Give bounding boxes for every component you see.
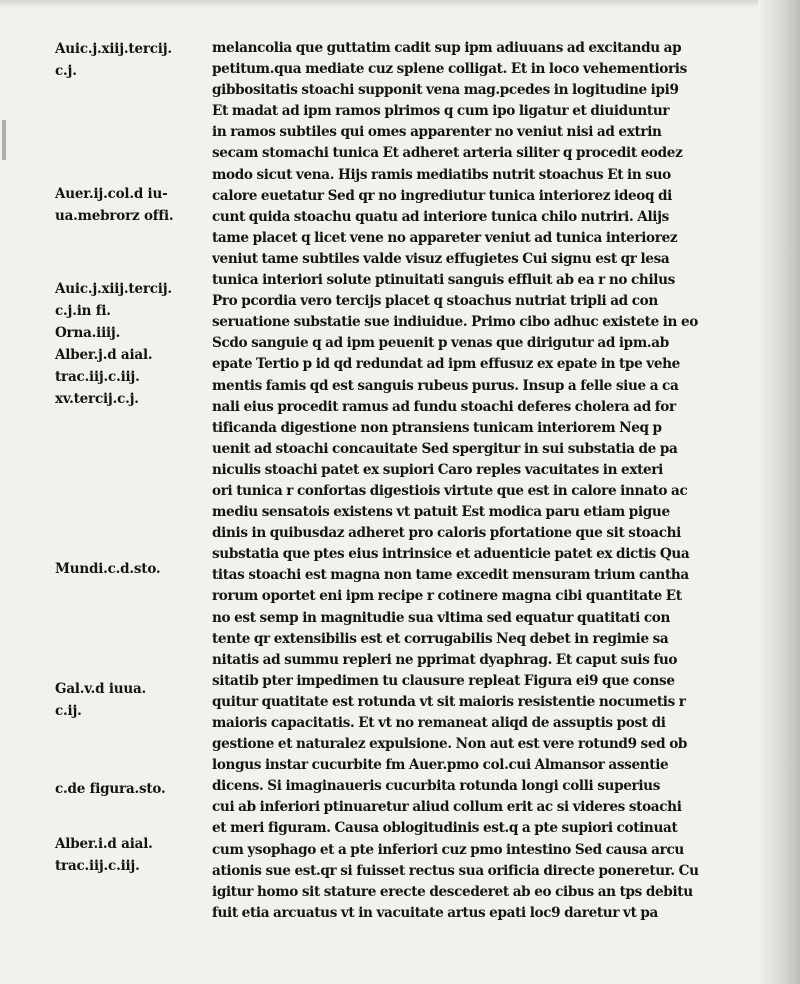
text-line: et meri figuram. Causa oblogitudinis est.q a pte supiori cotinuat xyxy=(212,820,678,837)
text-line: longus instar cucurbite fm Auer.pmo col.cui Almansor assentie xyxy=(212,757,669,774)
margin-note: Auic.j.xiij.tercij. c.j.in fi. Orna.iiij. Alber.j.d aial. trac.iij.c.iij. xv.tercij.c.j. xyxy=(55,281,172,407)
text-line: quitur quatitate est rotunda vt sit maioris resistentie nocumetis r xyxy=(212,693,686,710)
margin-note: Gal.v.d iuua. c.ij. xyxy=(55,681,147,719)
margin-note: Auer.ij.col.d iu- ua.mebrorz offi. xyxy=(55,186,174,224)
text-line: calore euetatur Sed qr no ingrediutur tunica interiorez ideoq di xyxy=(212,187,672,204)
text-line: igitur homo sit stature erecte descederet ab eo cibus an tps debitu xyxy=(212,883,693,900)
text-line: seruatione substatie sue indiuidue. Primo cibo adhuc existete in eo xyxy=(212,314,698,331)
text-line: cunt quida stoachu quatu ad interiore tunica chilo nutriri. Alijs xyxy=(212,208,669,225)
text-line: modo sicut vena. Hijs ramis mediatibs nutrit stoachus Et in suo xyxy=(212,166,671,183)
text-line: rorum oportet eni ipm recipe r cotinere magna cibi quantitate Et xyxy=(212,588,682,605)
text-line: nitatis ad summu repleri ne pprimat dyaphrag. Et caput suis fuo xyxy=(212,651,678,668)
text-line: titas stoachi est magna non tame excedit mensuram trium cantha xyxy=(212,567,689,584)
text-line: cum ysophago et a pte inferiori cuz pmo intestino Sed causa arcu xyxy=(212,841,684,858)
left-edge-mark xyxy=(2,120,6,160)
text-line: melancolia que guttatim cadit sup ipm adiuuans ad excitandu ap xyxy=(212,40,682,56)
text-line: mediu sensatois existens vt patuit Est modica paru etiam pigue xyxy=(212,504,670,521)
page-edge-top xyxy=(0,0,800,8)
text-line: substatia que ptes eius intrinsice et aduenticie patet ex dictis Qua xyxy=(212,546,690,563)
text-line: in ramos subtiles qui omes apparenter no veniut nisi ad extrin xyxy=(212,124,662,141)
text-line: uenit ad stoachi concauitate Sed spergitur in sui substatia de pa xyxy=(212,440,678,457)
text-line: cui ab inferiori ptinuaretur aliud collum erit ac si videres stoachi xyxy=(212,799,682,816)
page-edge-right xyxy=(758,0,800,984)
text-line: maioris capacitatis. Et vt no remaneat aliqd de assuptis post di xyxy=(212,715,666,731)
text-line: fuit etia arcuatus vt in vacuitate artus epati loc9 daretur vt pa xyxy=(212,904,659,921)
text-line: secam stomachi tunica Et adheret arteria siliter q procedit eodez xyxy=(212,145,683,162)
text-line: veniut tame subtiles valde visuz effugietes Cui signu est qr lesa xyxy=(212,250,670,267)
text-line: epate Tertio p id qd redundat ad ipm effusuz ex epate in tpe vehe xyxy=(212,356,680,373)
text-line: mentis famis qd est sanguis rubeus purus. Insup a felle siue a ca xyxy=(212,377,679,394)
text-line: tente qr extensibilis est et corrugabilis Neq debet in regimie sa xyxy=(212,630,669,647)
text-line: dinis in quibusdaz adheret pro caloris pfortatione que sit stoachi xyxy=(212,525,681,542)
text-line: tificanda digestione non ptransiens tunicam interiorem Neq p xyxy=(212,419,662,436)
text-line: tunica interiori solute ptinuitati sanguis effluit ab ea r no chilus xyxy=(212,272,675,289)
text-line: nali eius procedit ramus ad fundu stoachi deferes cholera ad for xyxy=(212,398,676,415)
margin-note: c.de figura.sto. xyxy=(55,781,166,797)
margin-note: Auic.j.xiij.tercij. c.j. xyxy=(55,41,172,79)
text-line: no est semp in magnitudie sua vltima sed equatur quatitati con xyxy=(212,609,671,626)
text-line: niculis stoachi patet ex supiori Caro reples vacuitates in exteri xyxy=(212,461,663,478)
text-line: Et madat ad ipm ramos plrimos q cum ipo ligatur et diuiduntur xyxy=(212,103,670,120)
text-line: tame placet q licet vene no appareter veniut ad tunica interiorez xyxy=(212,229,678,246)
margin-note: Alber.i.d aial. trac.iij.c.iij. xyxy=(55,836,153,874)
text-line: Scdo sanguie q ad ipm peuenit p venas que dirigutur ad ipm.ab xyxy=(212,335,669,352)
text-line: sitatib pter impedimen tu clausure repleat Figura ei9 que conse xyxy=(212,672,675,689)
text-line: dicens. Si imaginaueris cucurbita rotunda longi colli superius xyxy=(212,778,660,795)
text-line: Pro pcordia vero tercijs placet q stoachus nutriat tripli ad con xyxy=(212,293,658,310)
text-line: gibbositatis stoachi supponit vena mag.pcedes in logitudine ipi9 xyxy=(212,82,679,99)
text-line: ationis sue est.qr si fuisset rectus sua orificia directe poneretur. Cu xyxy=(212,862,699,879)
margin-note: Mundi.c.d.sto. xyxy=(55,561,161,577)
text-line: ori tunica r confortas digestiois virtute que est in calore innato ac xyxy=(212,482,688,499)
text-line: petitum.qua mediate cuz splene colligat. Et in loco vehementioris xyxy=(212,61,687,78)
text-line: gestione et naturalez expulsione. Non aut est vere rotund9 sed ob xyxy=(212,736,688,753)
main-text-block xyxy=(212,38,757,924)
